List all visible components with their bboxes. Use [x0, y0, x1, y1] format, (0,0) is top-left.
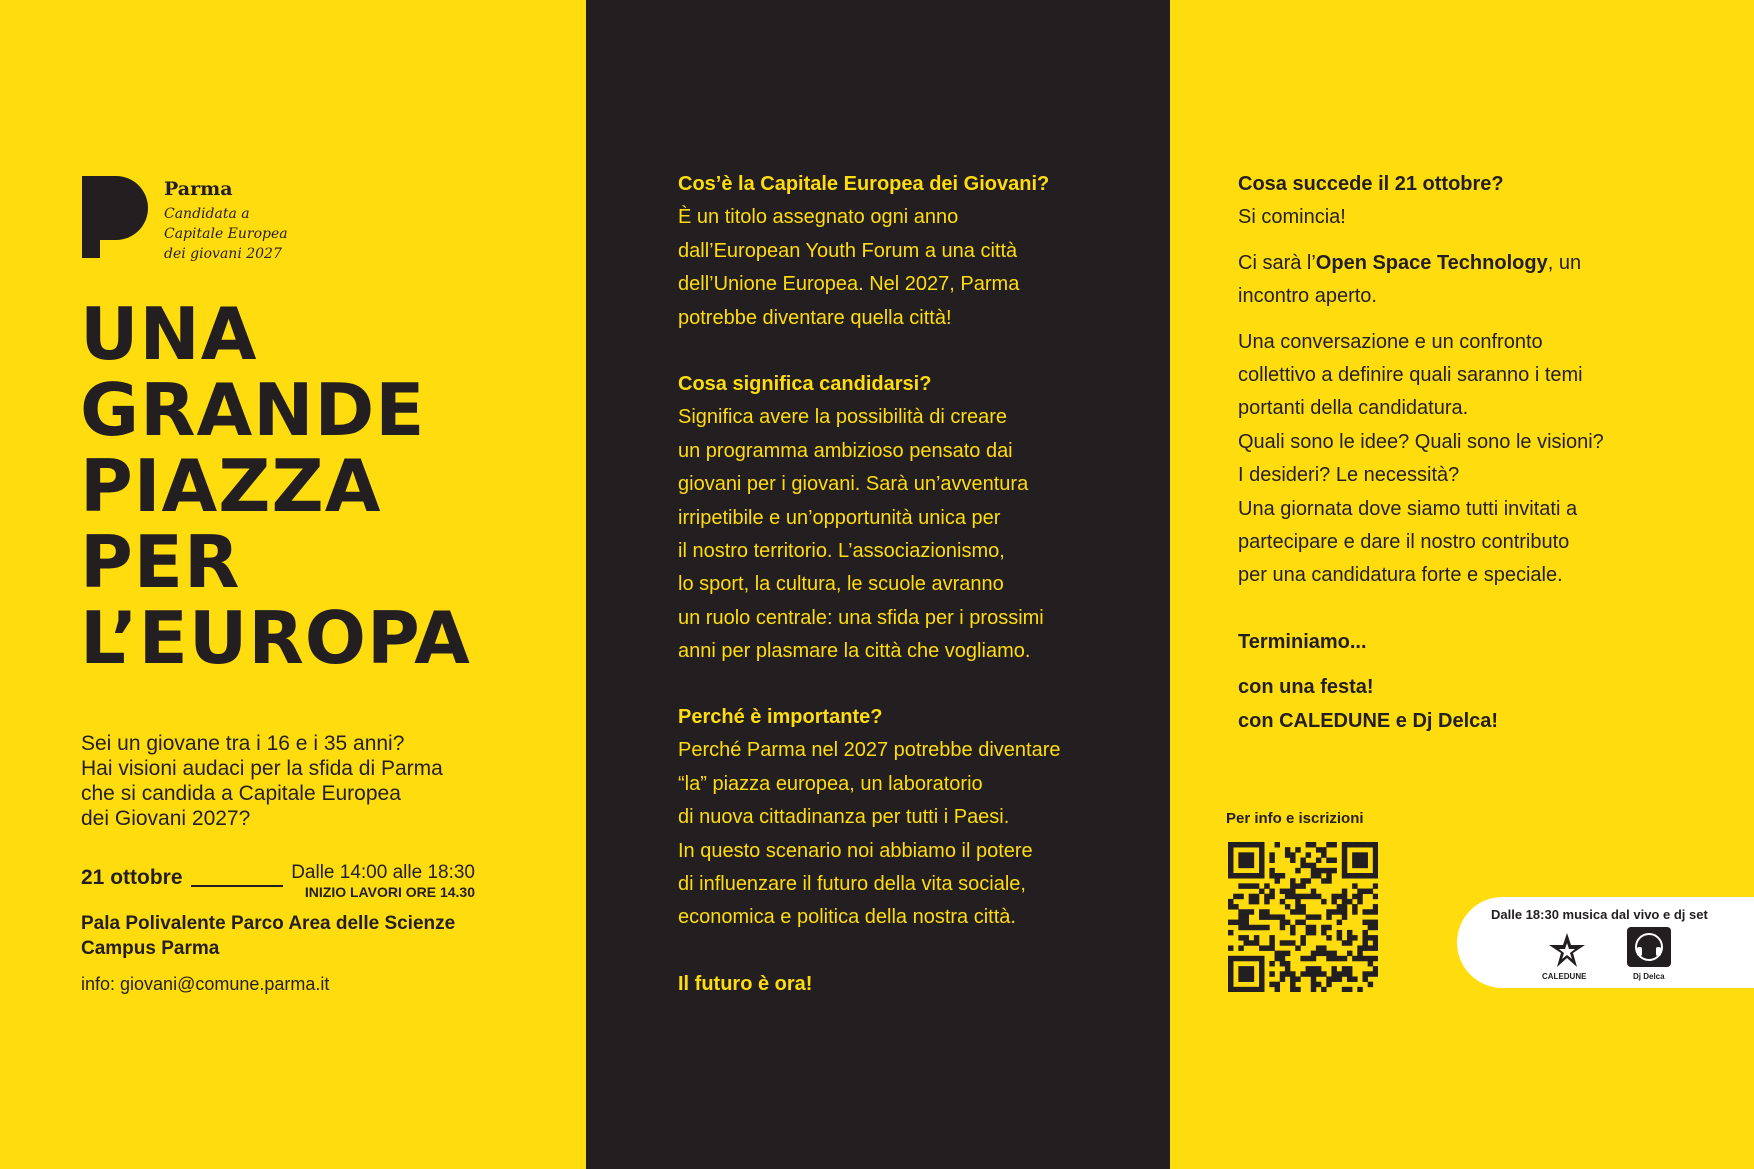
section-line: partecipare e dare il nostro contributo: [1238, 531, 1570, 554]
section-line: Significa avere la possibilità di creare: [678, 406, 1008, 429]
parma-p-logo-icon: [82, 176, 148, 258]
divider: [191, 885, 283, 887]
event-date: 21 ottobre: [81, 866, 183, 889]
closing-text: Il futuro è ora!: [678, 973, 813, 995]
intro-line: dei Giovani 2027?: [81, 807, 251, 830]
intro-line: che si candida a Capitale Europea: [81, 782, 401, 805]
section-question: Cosa succede il 21 ottobre?: [1238, 173, 1504, 195]
section-line: un ruolo centrale: una sfida per i prossimi: [678, 606, 1044, 629]
caledune-label: CALEDUNE: [1542, 972, 1587, 981]
logo-tagline-line: dei giovani 2027: [164, 246, 282, 262]
info-email[interactable]: info: giovani@comune.parma.it: [81, 974, 330, 994]
section-candidacy: [678, 368, 1118, 669]
section-line: Perché Parma nel 2027 potrebbe diventare: [678, 739, 1061, 762]
left-panel: [0, 0, 586, 1169]
section-line: [1238, 247, 1638, 280]
section-importance: [678, 701, 1118, 935]
venue-line: Pala Polivalente Parco Area delle Scienze: [81, 913, 456, 934]
section-line: portanti della candidatura.: [1238, 397, 1469, 420]
end-title: Terminiamo...: [1238, 630, 1367, 653]
parma-logo: [82, 176, 302, 261]
music-title: Dalle 18:30 musica dal vivo e dj set: [1491, 907, 1708, 922]
section-line: lo sport, la cultura, le scuole avranno: [678, 573, 1004, 596]
section-question: Perché è importante?: [678, 706, 883, 728]
section-line: incontro aperto.: [1238, 285, 1377, 308]
section-line: potrebbe diventare quella città!: [678, 306, 952, 329]
headline-line: L’EUROPA: [80, 596, 471, 680]
headline-line: GRANDE: [80, 368, 426, 452]
section-line: collettivo a definire quali saranno i temi: [1238, 364, 1583, 387]
section-line: Una giornata dove siamo tutti invitati a: [1238, 497, 1578, 520]
headline-line: PER: [80, 520, 241, 604]
section-what-is: [678, 168, 1118, 335]
section-line: È un titolo assegnato ogni anno: [678, 206, 959, 229]
end-line: con CALEDUNE e Dj Delca!: [1238, 709, 1499, 732]
music-badge: [1457, 897, 1754, 988]
section-event-day: [1238, 168, 1638, 738]
section-line: giovani per i giovani. Sarà un’avventura: [678, 473, 1029, 496]
dj-delca-label: Dj Delca: [1633, 972, 1665, 981]
section-question: Cos’è la Capitale Europea dei Giovani?: [678, 173, 1050, 195]
logo-tagline-line: Candidata a: [164, 206, 250, 222]
caledune-logo-icon: [1547, 931, 1587, 969]
headline: [80, 292, 471, 680]
section-line: “la” piazza europea, un laboratorio: [678, 772, 983, 795]
section-line: economica e politica della nostra città.: [678, 906, 1016, 929]
logo-tagline: [164, 204, 304, 264]
headline-line: PIAZZA: [80, 444, 382, 528]
venue-line: Campus Parma: [81, 938, 220, 959]
logo-name: Parma: [164, 178, 233, 200]
ost-post: , un: [1547, 251, 1582, 274]
logo-tagline-line: Capitale Europea: [164, 226, 288, 242]
event-venue: [81, 911, 455, 961]
event-time: Dalle 14:00 alle 18:30: [291, 862, 475, 883]
section-line: I desideri? Le necessità?: [1238, 464, 1460, 487]
qr-code[interactable]: [1228, 842, 1378, 992]
section-line: di influenzare il futuro della vita sociale,: [678, 873, 1026, 896]
event-start: INIZIO LAVORI ORE 14.30: [304, 884, 475, 900]
ost-bold: Open Space Technology: [1315, 251, 1548, 274]
headline-line: UNA: [80, 292, 258, 376]
dj-delca-logo-icon: [1627, 927, 1671, 967]
qr-label: Per info e iscrizioni: [1226, 810, 1364, 827]
intro-line: Hai visioni audaci per la sfida di Parma: [81, 757, 443, 780]
ost-pre: Ci sarà l’: [1238, 251, 1316, 274]
section-closing: [678, 968, 1118, 1001]
section-line: anni per plasmare la città che vogliamo.: [678, 640, 1031, 663]
section-line: dall’European Youth Forum a una città: [678, 239, 1018, 262]
section-line: per una candidatura forte e speciale.: [1238, 564, 1563, 587]
section-line: Si comincia!: [1238, 206, 1346, 229]
section-line: Una conversazione e un confronto: [1238, 330, 1543, 353]
section-line: il nostro territorio. L’associazionismo,: [678, 540, 1005, 563]
intro-line: Sei un giovane tra i 16 e i 35 anni?: [81, 732, 405, 755]
section-line: di nuova cittadinanza per tutti i Paesi.: [678, 806, 1010, 829]
section-line: dell’Unione Europea. Nel 2027, Parma: [678, 273, 1020, 296]
section-line: In questo scenario noi abbiamo il potere: [678, 839, 1033, 862]
event-date-row: [81, 862, 481, 902]
section-line: irripetibile e un’opportunità unica per: [678, 506, 1001, 529]
section-question: Cosa significa candidarsi?: [678, 373, 932, 395]
end-line: con una festa!: [1238, 676, 1374, 699]
section-line: Quali sono le idee? Quali sono le visioni?: [1238, 430, 1604, 453]
section-line: un programma ambizioso pensato dai: [678, 439, 1013, 462]
intro-text: [81, 731, 501, 831]
